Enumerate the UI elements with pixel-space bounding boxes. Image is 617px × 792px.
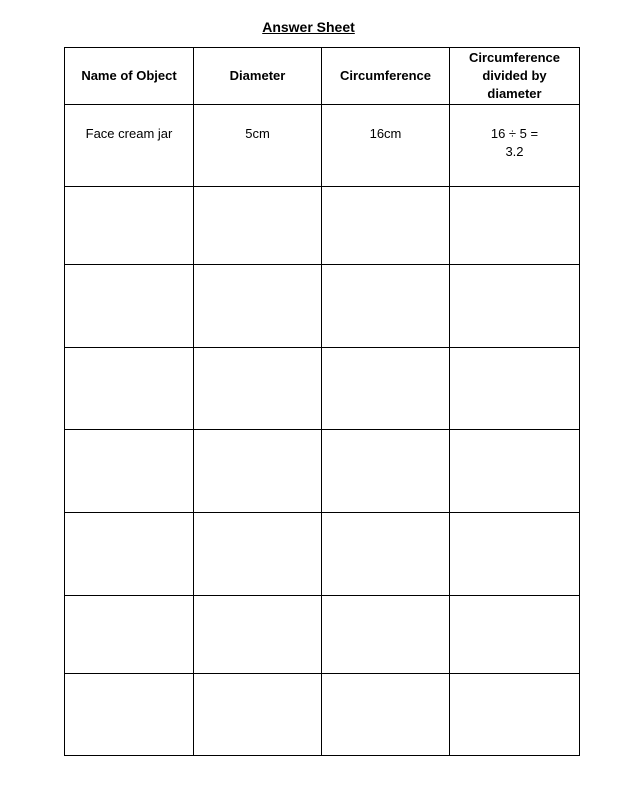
header-ratio	[450, 48, 580, 105]
table-header-row	[65, 48, 580, 105]
blank-cell[interactable]	[322, 187, 450, 265]
table-row-blank	[65, 348, 580, 430]
blank-cell[interactable]	[450, 348, 580, 430]
table-row-blank	[65, 596, 580, 674]
table-row-blank	[65, 513, 580, 596]
blank-cell[interactable]	[450, 513, 580, 596]
header-circumference: Circumference	[322, 48, 450, 105]
header-diameter: Diameter	[194, 48, 322, 105]
blank-cell[interactable]	[322, 513, 450, 596]
page-title: Answer Sheet	[262, 19, 355, 35]
header-ratio-line: diameter	[487, 86, 542, 101]
blank-cell[interactable]	[322, 674, 450, 756]
cell-circumference: 16cm	[322, 105, 450, 187]
header-ratio-line: Circumference	[468, 50, 561, 65]
blank-cell[interactable]	[65, 513, 194, 596]
blank-cell[interactable]	[450, 187, 580, 265]
blank-cell[interactable]	[194, 513, 322, 596]
blank-cell[interactable]	[194, 430, 322, 513]
blank-cell[interactable]	[322, 430, 450, 513]
blank-cell[interactable]	[450, 596, 580, 674]
blank-cell[interactable]	[65, 265, 194, 348]
blank-cell[interactable]	[322, 265, 450, 348]
cell-diameter: 5cm	[194, 105, 322, 187]
blank-cell[interactable]	[65, 674, 194, 756]
blank-cell[interactable]	[450, 265, 580, 348]
blank-cell[interactable]	[65, 187, 194, 265]
blank-cell[interactable]	[194, 596, 322, 674]
table-row-blank	[65, 674, 580, 756]
blank-cell[interactable]	[450, 430, 580, 513]
blank-cell[interactable]	[322, 348, 450, 430]
table-row	[65, 105, 580, 187]
cell-name: Face cream jar	[65, 105, 194, 187]
table-row-blank	[65, 187, 580, 265]
blank-cell[interactable]	[194, 674, 322, 756]
blank-cell[interactable]	[194, 187, 322, 265]
blank-cell[interactable]	[65, 596, 194, 674]
table-row-blank	[65, 265, 580, 348]
cell-ratio-line: 16 ÷ 5 =	[490, 126, 539, 141]
blank-cell[interactable]	[194, 348, 322, 430]
blank-cell[interactable]	[322, 596, 450, 674]
blank-cell[interactable]	[65, 430, 194, 513]
answer-table	[64, 47, 580, 756]
blank-cell[interactable]	[450, 674, 580, 756]
table-row-blank	[65, 430, 580, 513]
blank-cell[interactable]	[65, 348, 194, 430]
blank-cell[interactable]	[194, 265, 322, 348]
cell-ratio	[450, 105, 580, 187]
header-name-of-object: Name of Object	[65, 48, 194, 105]
cell-ratio-line: 3.2	[505, 144, 524, 159]
header-ratio-line: divided by	[482, 68, 547, 83]
